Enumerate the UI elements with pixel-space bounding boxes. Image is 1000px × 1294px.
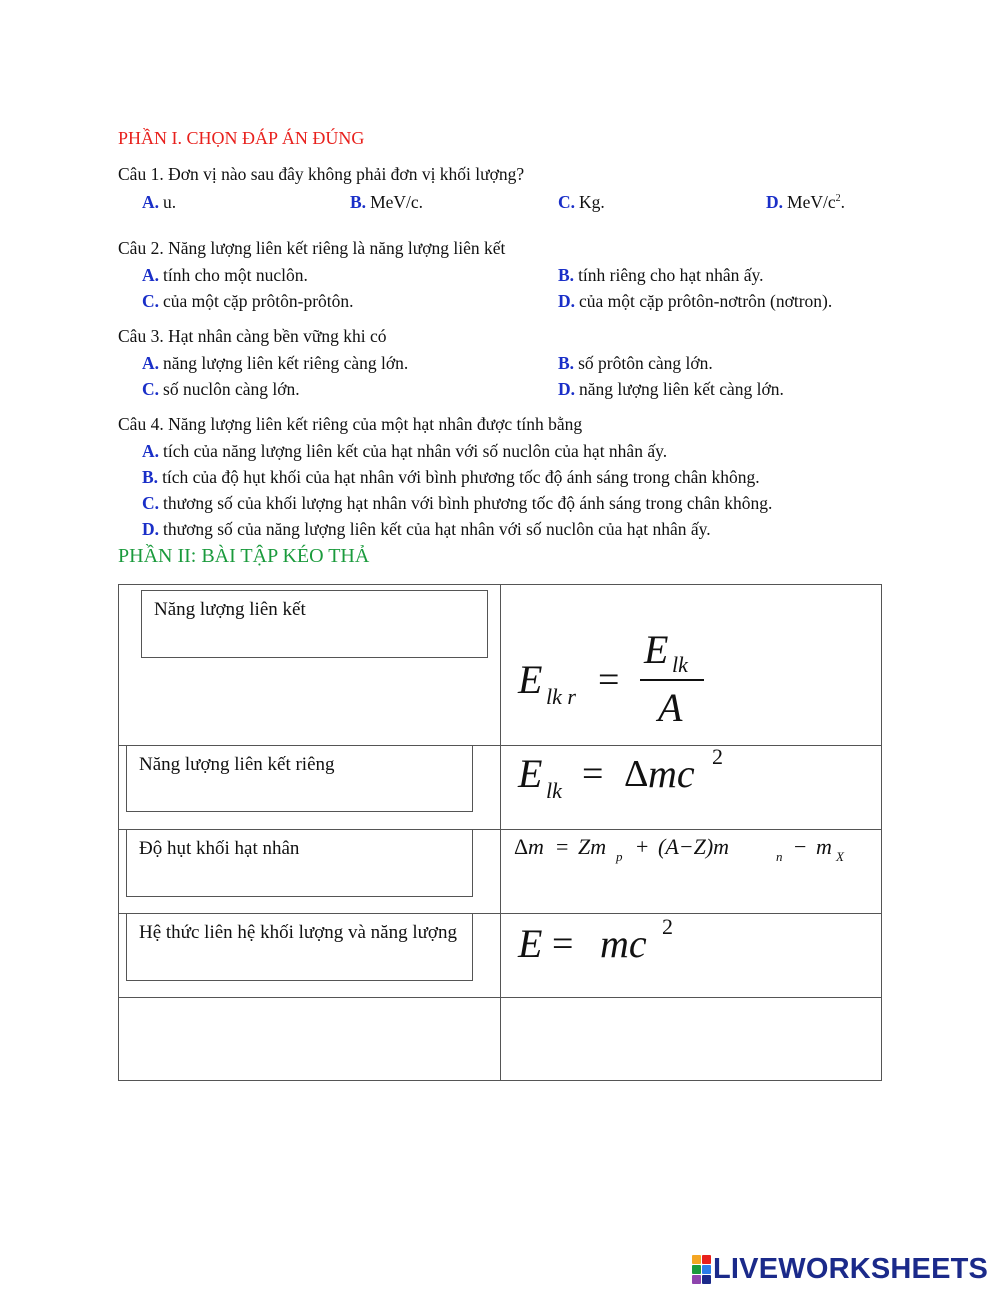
question-1: Câu 1. Đơn vị nào sau đây không phải đơn vị khối lượng? xyxy=(118,164,525,184)
q1-option-d-label: D. xyxy=(766,192,784,212)
q3-option-c-text: số nuclôn càng lớn. xyxy=(163,379,300,399)
q2-option-d-text: của một cặp prôtôn-nơtrôn (nơtron). xyxy=(579,291,833,311)
q4-option-b[interactable] xyxy=(142,467,760,488)
f3-sub-x: X xyxy=(836,849,844,864)
q1-option-a[interactable] xyxy=(142,192,176,213)
q4-option-a[interactable] xyxy=(142,441,667,462)
q1-option-c-text: Kg. xyxy=(579,192,605,212)
f4-rhs: mc xyxy=(600,921,647,966)
q3-option-d[interactable] xyxy=(558,379,784,400)
liveworksheets-wordmark: LIVEWORKSHEETS xyxy=(713,1252,989,1285)
table-divider-vertical xyxy=(500,585,501,1080)
drag-item-mass-defect[interactable]: Độ hụt khối hạt nhân xyxy=(126,829,473,897)
q4-option-b-label: B. xyxy=(142,467,159,487)
q3-option-d-text: năng lượng liên kết càng lớn. xyxy=(579,379,784,399)
f3-eq: = xyxy=(556,834,569,859)
f3-mx: m xyxy=(816,834,832,859)
formula-binding-energy xyxy=(518,744,778,810)
liveworksheets-logo[interactable] xyxy=(692,1254,988,1284)
q3-option-b[interactable] xyxy=(558,353,713,374)
table-divider-4 xyxy=(119,997,881,998)
formula-mass-energy xyxy=(518,914,718,980)
q1-option-c[interactable] xyxy=(558,192,605,213)
q3-option-a-text: năng lượng liên kết riêng càng lớn. xyxy=(163,353,409,373)
q1-option-b-label: B. xyxy=(350,192,367,212)
drag-item-specific-binding-energy[interactable]: Năng lượng liên kết riêng xyxy=(126,745,473,812)
q1-option-a-text: u. xyxy=(163,192,177,212)
f3-sub-p: p xyxy=(616,849,623,864)
f1-den: A xyxy=(658,685,683,730)
f4-sup: 2 xyxy=(662,914,673,939)
q2-option-a-label: A. xyxy=(142,265,160,285)
q3-option-d-label: D. xyxy=(558,379,576,399)
f1-num: E xyxy=(644,627,669,672)
q4-option-d[interactable] xyxy=(142,519,711,540)
question-4: Câu 4. Năng lượng liên kết riêng của một hạt nhân được tính bằng xyxy=(118,414,583,434)
q3-option-a-label: A. xyxy=(142,353,160,373)
q4-option-d-text: thương số của năng lượng liên kết của hạt nhân với số nuclôn của hạt nhân ấy. xyxy=(163,519,711,539)
f1-lhs-sub: lk r xyxy=(546,684,576,709)
q4-option-a-text: tích của năng lượng liên kết của hạt nhân với số nuclôn của hạt nhân ấy. xyxy=(163,441,668,461)
drag-item-mass-energy-relation[interactable]: Hệ thức liên hệ khối lượng và năng lượng xyxy=(126,913,473,981)
f3-paren: (A−Z)m xyxy=(658,834,730,859)
f2-delta: Δ xyxy=(624,753,649,795)
q1-option-a-label: A. xyxy=(142,192,160,212)
f2-eq: = xyxy=(582,753,604,795)
q1-option-d-tail: . xyxy=(840,192,845,212)
q2-option-a[interactable] xyxy=(142,265,308,286)
q4-option-d-label: D. xyxy=(142,519,160,539)
formula-mass-defect xyxy=(514,834,874,874)
f4-lhs: E xyxy=(518,921,543,966)
q4-option-c[interactable] xyxy=(142,493,772,514)
q1-option-d-text: MeV/c xyxy=(787,192,836,212)
q4-option-c-label: C. xyxy=(142,493,160,513)
section1-title: PHẦN I. CHỌN ĐÁP ÁN ĐÚNG xyxy=(118,128,365,148)
q2-option-b[interactable] xyxy=(558,265,764,286)
f3-sub-n: n xyxy=(776,849,783,864)
f1-eq: = xyxy=(598,659,620,701)
q1-option-c-label: C. xyxy=(558,192,576,212)
f2-sup: 2 xyxy=(712,744,723,769)
q2-option-b-text: tính riêng cho hạt nhân ấy. xyxy=(578,265,764,285)
q2-option-d[interactable] xyxy=(558,291,832,312)
q3-option-b-text: số prôtôn càng lớn. xyxy=(578,353,713,373)
f3-minus: − xyxy=(794,834,807,859)
f1-num-sub: lk xyxy=(672,652,688,677)
f2-rhs: mc xyxy=(648,751,695,796)
q4-option-c-text: thương số của khối lượng hạt nhân với bình phương tốc độ ánh sáng trong chân không. xyxy=(163,493,773,513)
question-2: Câu 2. Năng lượng liên kết riêng là năng lượng liên kết xyxy=(118,238,506,258)
f1-fraction-bar xyxy=(640,679,704,681)
q3-option-c-label: C. xyxy=(142,379,160,399)
q1-option-b[interactable] xyxy=(350,192,423,213)
f2-lhs-sub: lk xyxy=(546,778,562,803)
q3-option-b-label: B. xyxy=(558,353,575,373)
q3-option-c[interactable] xyxy=(142,379,300,400)
question-3: Câu 3. Hạt nhân càng bền vững khi có xyxy=(118,326,387,346)
q2-option-a-text: tính cho một nuclôn. xyxy=(163,265,308,285)
q2-option-b-label: B. xyxy=(558,265,575,285)
q4-option-a-label: A. xyxy=(142,441,160,461)
formula-specific-binding-energy xyxy=(518,627,718,730)
f3-plus: + xyxy=(636,834,649,859)
f2-lhs: E xyxy=(518,751,543,796)
liveworksheets-icon xyxy=(692,1255,711,1284)
q3-option-a[interactable] xyxy=(142,353,408,374)
section2-title: PHẦN II: BÀI TẬP KÉO THẢ xyxy=(118,545,370,567)
q1-option-d-sup: 2 xyxy=(835,193,841,205)
f3-z: Zm xyxy=(578,834,607,859)
q2-option-c[interactable] xyxy=(142,291,354,312)
drag-item-binding-energy[interactable]: Năng lượng liên kết xyxy=(141,590,488,658)
q1-option-b-text: MeV/c. xyxy=(370,192,424,212)
q4-option-b-text: tích của độ hụt khối của hạt nhân với bình phương tốc độ ánh sáng trong chân không. xyxy=(162,467,760,487)
f3-m: m xyxy=(528,834,544,859)
f1-lhs: E xyxy=(518,657,543,702)
q2-option-c-text: của một cặp prôtôn-prôtôn. xyxy=(163,291,354,311)
f4-eq: = xyxy=(552,923,574,965)
q2-option-c-label: C. xyxy=(142,291,160,311)
q2-option-d-label: D. xyxy=(558,291,576,311)
f3-delta: Δ xyxy=(514,834,529,859)
q1-option-d[interactable] xyxy=(766,192,845,213)
